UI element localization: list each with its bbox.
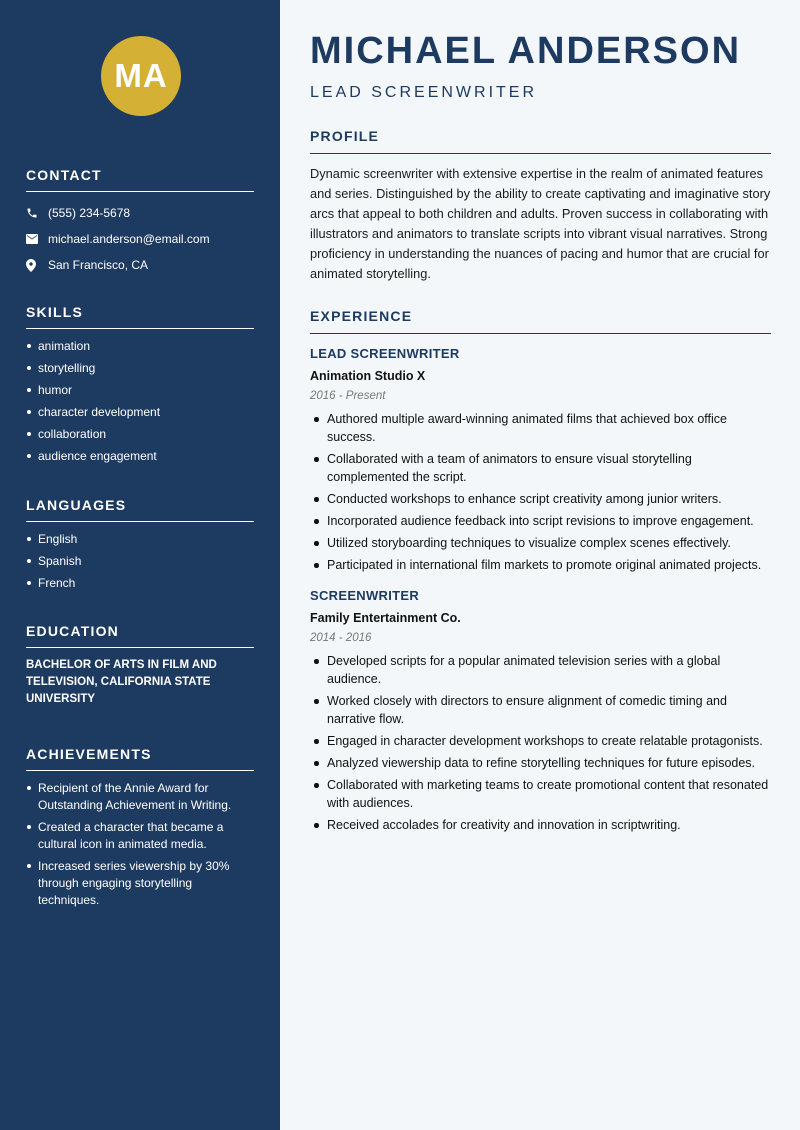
list-item: collaboration	[26, 426, 254, 442]
profile-text: Dynamic screenwriter with extensive expertise in the realm of animated features and series. Distinguished by the ability to create captivating and imaginative story arcs that appeal to both children and adults. Proven success in collaborating with illustrators and animators to translate scripts into vibrant visual narratives. Strong proficiency in understanding the nuances of pacing and humor that are crucial for animated storytelling.	[310, 166, 771, 281]
page-title: MICHAEL ANDERSON	[310, 30, 742, 72]
achievements-heading: ACHIEVEMENTS	[26, 746, 254, 771]
list-item: Received accolades for creativity and innovation in scriptwriting.	[310, 816, 771, 834]
list-item: audience engagement	[26, 448, 254, 464]
list-item: Recipient of the Annie Award for Outstanding Achievement in Writing.	[26, 780, 254, 814]
job-dates: 2014 - 2016	[310, 632, 372, 644]
avatar: MA	[101, 36, 181, 116]
sidebar	[0, 0, 280, 1130]
languages-heading: LANGUAGES	[26, 497, 254, 522]
job-dates: 2016 - Present	[310, 390, 386, 402]
experience-section	[310, 308, 771, 838]
job-entry	[310, 346, 771, 574]
list-item: Analyzed viewership data to refine storytelling techniques for future episodes.	[310, 754, 771, 772]
list-item: humor	[26, 382, 254, 398]
location-pin-icon	[26, 259, 48, 272]
list-item: Engaged in character development workshops to create relatable protagonists.	[310, 732, 771, 750]
profile-section	[310, 128, 771, 284]
list-item: Worked closely with directors to ensure alignment of comedic timing and narrative flow.	[310, 692, 771, 728]
languages-section	[26, 497, 254, 597]
contact-location	[26, 252, 254, 278]
list-item: animation	[26, 338, 254, 354]
phone-text: (555) 234-5678	[48, 206, 131, 220]
location-text: San Francisco, CA	[48, 258, 149, 272]
list-item: French	[26, 575, 254, 591]
job-bullets	[310, 652, 771, 834]
list-item: Created a character that became a cultural icon in animated media.	[26, 819, 254, 853]
skills-list	[26, 338, 254, 464]
job-title: LEAD SCREENWRITER	[310, 346, 460, 361]
job-entry	[310, 588, 771, 834]
list-item: Authored multiple award-winning animated films that achieved box office success.	[310, 410, 771, 446]
languages-list	[26, 531, 254, 591]
job-title-header: LEAD SCREENWRITER	[310, 84, 538, 101]
profile-heading: PROFILE	[310, 128, 771, 154]
list-item: Developed scripts for a popular animated television series with a global audience.	[310, 652, 771, 688]
job-bullets	[310, 410, 771, 574]
contact-email	[26, 226, 254, 252]
list-item: storytelling	[26, 360, 254, 376]
skills-section	[26, 304, 254, 470]
experience-heading: EXPERIENCE	[310, 308, 771, 334]
list-item: Incorporated audience feedback into script revisions to improve engagement.	[310, 512, 771, 530]
list-item: Collaborated with marketing teams to create promotional content that resonated with audiences.	[310, 776, 771, 812]
contact-heading: CONTACT	[26, 167, 254, 192]
email-link[interactable]: michael.anderson@email.com	[48, 232, 210, 246]
list-item: Increased series viewership by 30% through engaging storytelling techniques.	[26, 858, 254, 909]
phone-icon	[26, 207, 48, 219]
skills-heading: SKILLS	[26, 304, 254, 329]
list-item: Utilized storyboarding techniques to visualize complex scenes effectively.	[310, 534, 771, 552]
contact-phone	[26, 200, 254, 226]
job-title: SCREENWRITER	[310, 588, 420, 603]
list-item: Collaborated with a team of animators to ensure visual storytelling complemented the script.	[310, 450, 771, 486]
achievements-section	[26, 746, 254, 914]
job-company: Animation Studio X	[310, 369, 426, 383]
list-item: Participated in international film markets to promote original animated projects.	[310, 556, 771, 574]
achievements-list	[26, 780, 254, 909]
list-item: character development	[26, 404, 254, 420]
contact-section	[26, 167, 254, 278]
job-company: Family Entertainment Co.	[310, 611, 461, 625]
email-icon	[26, 234, 48, 244]
list-item: Spanish	[26, 553, 254, 569]
list-item: English	[26, 531, 254, 547]
education-degree: BACHELOR OF ARTS IN FILM AND TELEVISION, CALIFORNIA STATE UNIVERSITY	[26, 659, 217, 705]
education-heading: EDUCATION	[26, 623, 254, 648]
list-item: Conducted workshops to enhance script creativity among junior writers.	[310, 490, 771, 508]
education-section	[26, 623, 254, 708]
